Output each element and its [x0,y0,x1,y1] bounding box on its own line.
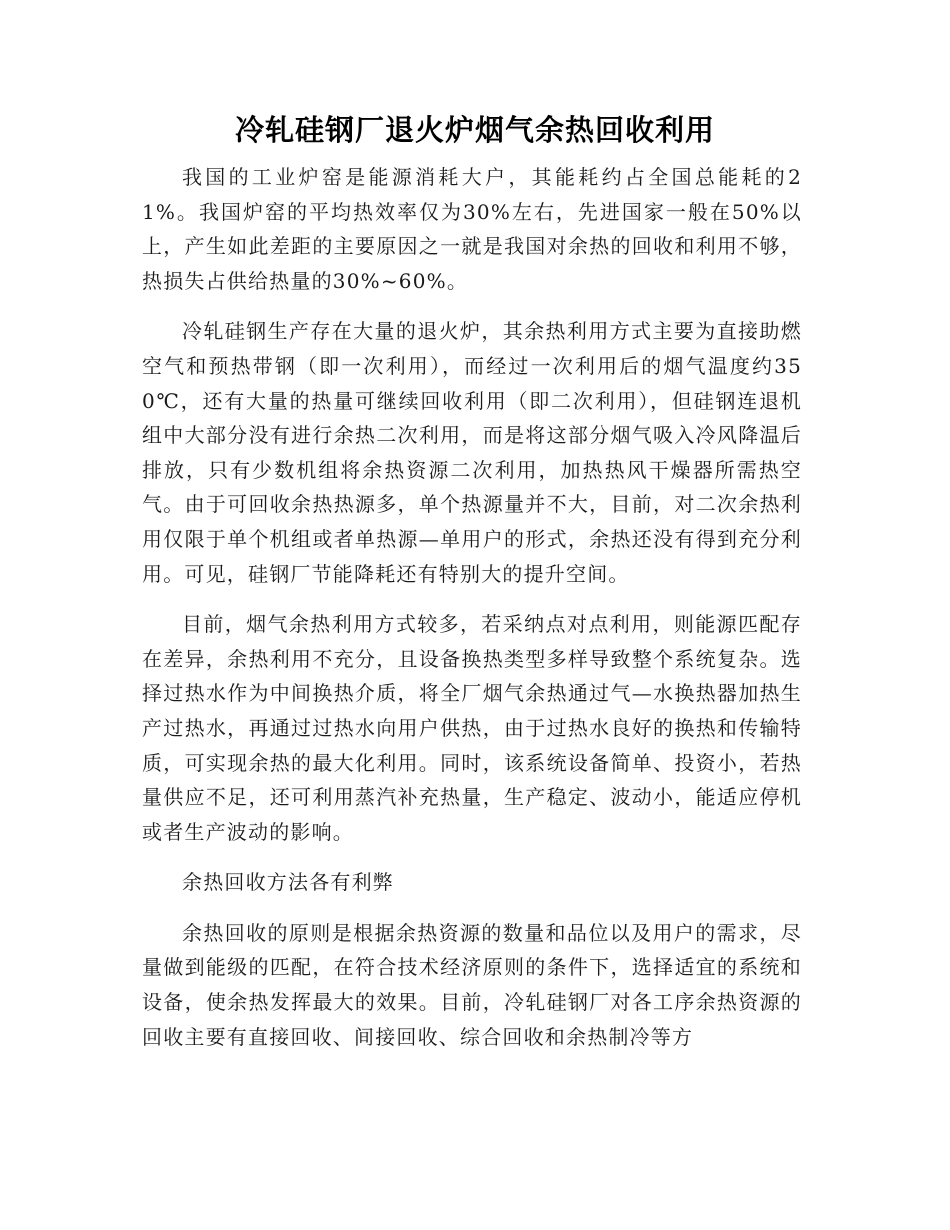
paragraph-recovery-principle: 余热回收的原则是根据余热资源的数量和品位以及用户的需求，尽量做到能级的匹配，在符合技术经济原则的条件下，选择适宜的系统和设备，使余热发挥最大的效果。目前，冷轧硅钢厂对各工序余热资源的回收主要有直接回收、间接回收、综合回收和余热制冷等方 [142,920,802,1049]
document-title: 冷轧硅钢厂退火炉烟气余热回收利用 [234,113,715,147]
paragraph-annealing-furnace: 冷轧硅钢生产存在大量的退火炉，其余热利用方式主要为直接助燃空气和预热带钢（即一次利用），而经过一次利用后的烟气温度约350℃，还有大量的热量可继续回收利用（即二次利用），但硅钢连退机组中大部分没有进行余热二次利用，而是将这部分烟气吸入冷风降温后排放，只有少数机组将余热资源二次利用，加热热风干燥器所需热空气。由于可回收余热热源多，单个热源量并不大，目前，对二次余热利用仅限于单个机组或者单热源—单用户的形式，余热还没有得到充分利用。可见，硅钢厂节能降耗还有特别大的提升空间。 [142,319,802,586]
paragraph-superheated-water: 目前，烟气余热利用方式较多，若采纳点对点利用，则能源匹配存在差异，余热利用不充分，且设备换热类型多样导致整个系统复杂。选择过热水作为中间换热介质，将全厂烟气余热通过气—水换热器加热生产过热水，再通过过热水向用户供热，由于过热水良好的换热和传输特质，可实现余热的最大化利用。同时，该系统设备简单、投资小，若热量供应不足，还可利用蒸汽补充热量，生产稳定、波动小，能适应停机或者生产波动的影响。 [142,612,802,844]
document-body [142,160,802,1070]
section-heading-recovery-methods: 余热回收方法各有利弊 [182,870,394,895]
paragraph-energy-consumption: 我国的工业炉窑是能源消耗大户，其能耗约占全国总能耗的21%。我国炉窑的平均热效率仅为30%左右，先进国家一般在50%以上，产生如此差距的主要原因之一就是我国对余热的回收和利用不够，热损失占供给热量的30%~60%。 [142,165,802,293]
